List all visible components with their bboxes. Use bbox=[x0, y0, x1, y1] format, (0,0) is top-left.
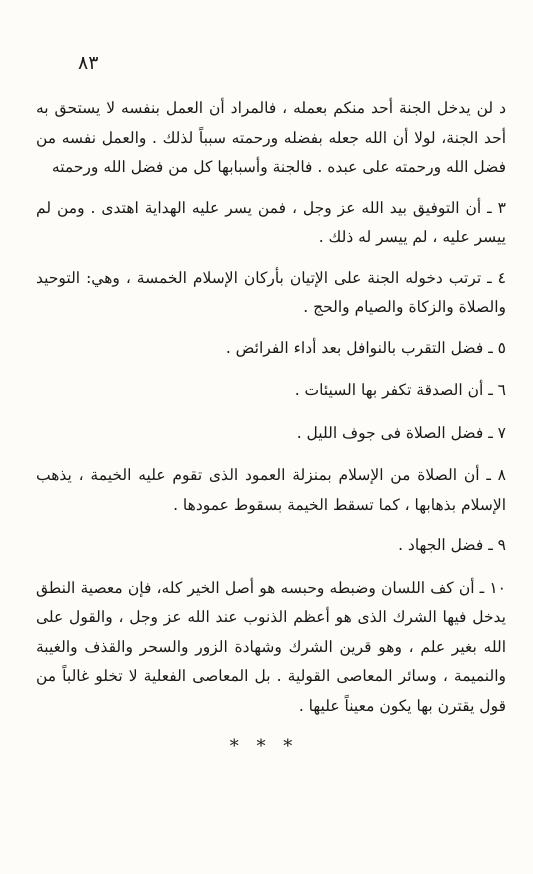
list-item: ٤ ـ ترتب دخوله الجنة على الإتيان بأركان الإسلام الخمسة ، وهي: التوحيد والصلاة والزكاة والصيام والحج . bbox=[36, 268, 506, 316]
list-item: ٨ ـ أن الصلاة من الإسلام بمنزلة العمود الذى تقوم عليه الخيمة ، يذهب الإسلام بذهابها ، كما تسقط الخيمة بسقوط عمودها . bbox=[36, 466, 506, 514]
item-number: ٧ bbox=[497, 423, 506, 442]
item-number: ٣ bbox=[497, 198, 506, 217]
item-number: ٨ bbox=[497, 466, 506, 484]
item-text: فضل الصلاة فى جوف الليل . bbox=[296, 423, 484, 442]
item-text: أن الصدقة تكفر بها السيئات . bbox=[294, 381, 484, 399]
item-number: ٤ bbox=[497, 268, 506, 287]
list-item: ٩ ـ فضل الجهاد . bbox=[398, 536, 506, 554]
list-item: ٦ ـ أن الصدقة تكفر بها السيئات . bbox=[294, 381, 506, 399]
list-item: ٣ ـ أن التوفيق بيد الله عز وجل ، فمن يسر عليه الهداية اهتدى . ومن لم ييسر عليه ، لم ييسر له ذلك . bbox=[36, 198, 506, 246]
item-text: أن الصلاة من الإسلام بمنزلة العمود الذى تقوم عليه الخيمة ، يذهب الإسلام بذهابها ، كما تسقط الخيمة بسقوط عمودها . bbox=[36, 466, 506, 514]
list-item: ١٠ ـ أن كف اللسان وضبطه وحبسه هو أصل الخير كله، فإن معصية النطق يدخل فيها الشرك الذى هو أعظم الذنوب عند الله عز وجل ، والقول على الله بغير علم ، وهو قرين الشرك وشهادة الزور والسحر والقذف والغيبة والنميمة ، وسائر المعاصى القولية . بل المعاصى الفعلية لا تخلو غالباً من قول يقترن بها يكون معيناً عليها . bbox=[36, 578, 506, 715]
item-text: أن التوفيق بيد الله عز وجل ، فمن يسر عليه الهداية اهتدى . ومن لم ييسر عليه ، لم ييسر له ذلك . bbox=[36, 198, 506, 246]
page-number: ٨٣ bbox=[78, 52, 99, 74]
list-item: ٥ ـ فضل التقرب بالنوافل بعد أداء الفرائض . bbox=[225, 338, 506, 357]
intro-paragraph: د لن يدخل الجنة أحد منكم بعمله ، فالمراد أن العمل بنفسه لا يستحق به أحد الجنة، لولا أن الله جعله بفضله ورحمته سبباً لذلك . والعمل نفسه من فضل الله ورحمته على عبده . فالجنة وأسبابها كل من فضل الله ورحمته bbox=[36, 99, 506, 176]
item-number: ١٠ bbox=[489, 578, 506, 597]
item-text: فضل الجهاد . bbox=[398, 536, 484, 554]
item-text: فضل التقرب بالنوافل بعد أداء الفرائض . bbox=[225, 338, 484, 357]
item-number: ٩ bbox=[497, 536, 506, 554]
item-number: ٥ bbox=[497, 338, 506, 357]
item-number: ٦ bbox=[497, 381, 506, 399]
list-item: ٧ ـ فضل الصلاة فى جوف الليل . bbox=[296, 423, 506, 442]
item-text: أن كف اللسان وضبطه وحبسه هو أصل الخير كله، فإن معصية النطق يدخل فيها الشرك الذى هو أعظم الذنوب عند الله عز وجل ، والقول على الله بغير علم ، وهو قرين الشرك وشهادة الزور والسحر والقذف والغيبة والنميمة ، وسائر المعاصى القولية . بل المعاصى الفعلية لا تخلو غالباً من قول يقترن بها يكون معيناً عليها . bbox=[36, 578, 506, 715]
item-text: ترتب دخوله الجنة على الإتيان بأركان الإسلام الخمسة ، وهي: التوحيد والصلاة والزكاة والصيام والحج . bbox=[36, 268, 506, 316]
section-separator: * * * bbox=[229, 736, 299, 757]
page-content bbox=[36, 94, 506, 762]
